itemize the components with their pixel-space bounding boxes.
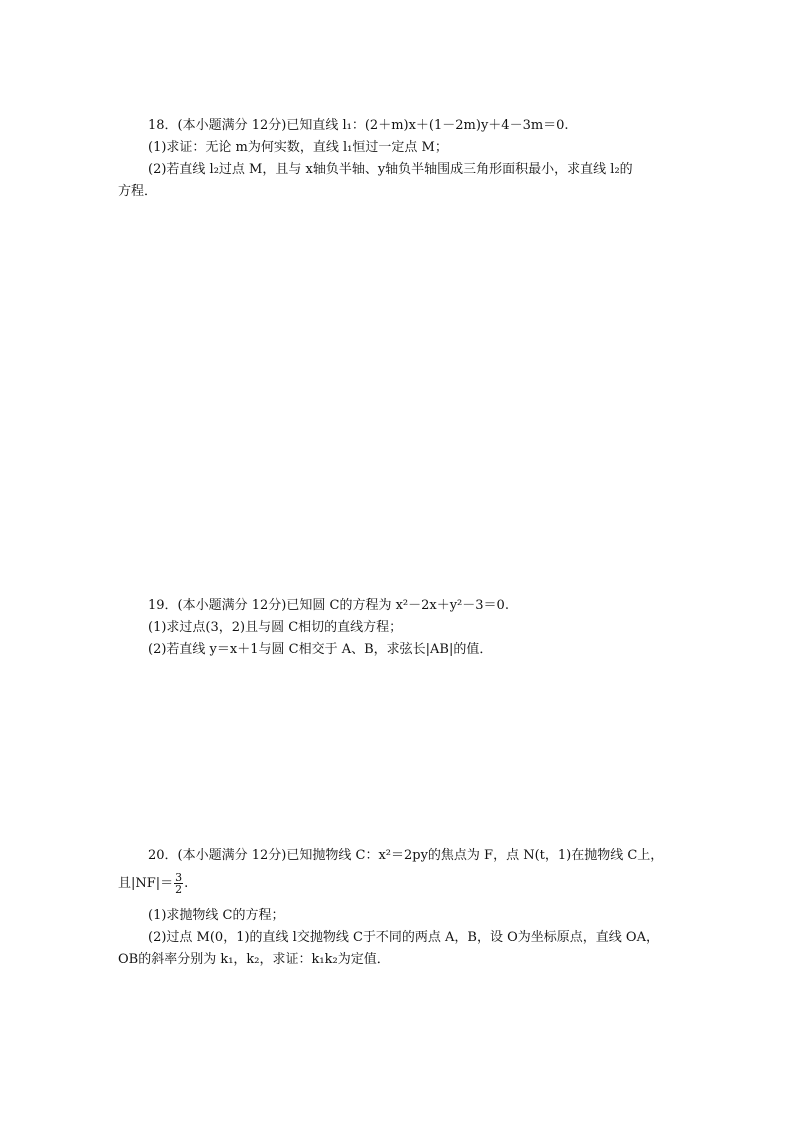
- problem-18-part-2: (2)若直线 l₂过点 M，且与 x轴负半轴、y轴负半轴围成三角形面积最小，求直线 l₂的: [148, 162, 633, 177]
- problem-18-part-2-continued: 方程．: [118, 184, 158, 199]
- problem-19-part-2: (2)若直线 y＝x＋1与圆 C相交于 A、B，求弦长|AB|的值．: [148, 642, 493, 657]
- problem-19-part-1: (1)求过点(3，2)且与圆 C相切的直线方程；: [148, 620, 403, 635]
- fraction-denominator: 2: [175, 883, 183, 896]
- problem-20-condition-text: 且|NF|＝: [118, 876, 174, 891]
- fraction-numerator: 3: [175, 871, 183, 884]
- problem-18-part-1: (1)求证：无论 m为何实数，直线 l₁恒过一定点 M；: [148, 140, 448, 155]
- problem-18-statement: 18．(本小题满分 12分)已知直线 l₁：(2＋m)x＋(1－2m)y＋4－3m＝0.: [148, 118, 569, 133]
- problem-20-part-2-continued: OB的斜率分别为 k₁，k₂，求证：k₁k₂为定值．: [118, 952, 390, 967]
- problem-20-part-2: (2)过点 M(0，1)的直线 l交抛物线 C于不同的两点 A，B，设 O为坐标原点，直线 OA，: [148, 930, 659, 945]
- fraction-three-halves: [174, 872, 183, 895]
- problem-20-statement: 20．(本小题满分 12分)已知抛物线 C：x²＝2py的焦点为 F，点 N(t，1)在抛物线 C上，: [148, 848, 664, 863]
- problem-20-part-1: (1)求抛物线 C的方程；: [148, 908, 285, 923]
- problem-20-condition: [118, 872, 188, 895]
- fraction-suffix: .: [184, 876, 189, 891]
- problem-19-statement: 19．(本小题满分 12分)已知圆 C的方程为 x²－2x＋y²－3＝0.: [148, 598, 509, 613]
